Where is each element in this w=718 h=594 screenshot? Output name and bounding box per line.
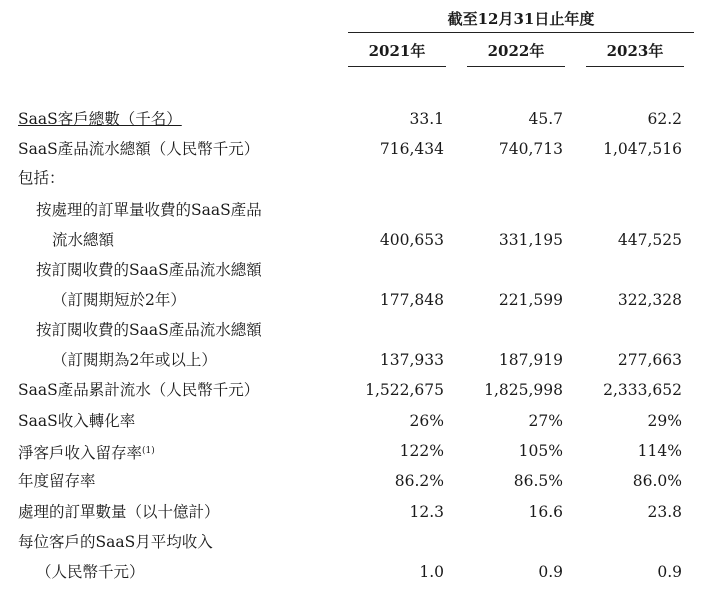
table-row [0,255,718,285]
cell-2021: 86.2% [394,472,444,490]
table-row [0,375,718,405]
cell-2022: 105% [518,442,563,460]
cell-2023: 62.2 [647,110,682,128]
row-label: 按訂閱收費的SaaS產品流水總額 [36,261,262,279]
year-header-2022: 2022年 [487,42,545,60]
row-label: 按處理的訂單量收費的SaaS產品 [36,201,262,219]
table-row [0,225,718,255]
table-row [0,104,718,134]
row-label: 處理的訂單數量（以十億計） [18,503,220,521]
cell-2021: 1,522,675 [365,381,444,399]
table-row [0,315,718,345]
row-label: 按訂閱收費的SaaS產品流水總額 [36,321,262,339]
cell-2021: 177,848 [379,291,444,309]
cell-2023: 2,333,652 [603,381,682,399]
cell-2022: 740,713 [498,140,563,158]
period-header: 截至12月31日止年度 [447,10,595,28]
cell-2023: 277,663 [617,351,682,369]
row-label: SaaS收入轉化率 [18,412,136,430]
row-label: SaaS產品累計流水（人民幣千元） [18,381,260,399]
cell-2023: 114% [637,442,682,460]
cell-2021: 137,933 [379,351,444,369]
cell-2023: 0.9 [657,563,682,581]
table-row [0,406,718,436]
cell-2022: 16.6 [528,503,563,521]
cell-2021: 122% [399,442,444,460]
cell-2023: 23.8 [647,503,682,521]
cell-2022: 0.9 [538,563,563,581]
cell-2023: 29% [647,412,682,430]
cell-2023: 1,047,516 [603,140,682,158]
cell-2023: 86.0% [632,472,682,490]
row-label: 每位客戶的SaaS月平均收入 [18,533,213,551]
cell-2021: 400,653 [379,231,444,249]
table-row [0,163,718,193]
row-label: SaaS產品流水總額（人民幣千元） [18,140,260,158]
row-label: 年度留存率 [18,472,96,490]
cell-2021: 26% [409,412,444,430]
row-label: 淨客戶收入留存率 [18,444,143,462]
row-label: 包括： [18,169,65,187]
table-row [0,527,718,557]
table-row [0,195,718,225]
cell-2022: 27% [528,412,563,430]
row-label: 流水總額 [52,231,115,249]
cell-2022: 331,195 [498,231,563,249]
cell-2021: 1.0 [419,563,444,581]
year-rule-2023 [586,66,684,67]
table-row [0,285,718,315]
table-row [0,466,718,496]
table-row [0,557,718,587]
cell-2022: 86.5% [513,472,563,490]
cell-2021: 33.1 [409,110,444,128]
table-row [0,436,718,466]
cell-2022: 221,599 [498,291,563,309]
cell-2022: 187,919 [498,351,563,369]
cell-2021: 716,434 [379,140,444,158]
row-label: （訂閱期短於2年） [52,291,186,309]
footnote-marker: (1) [142,446,155,456]
row-label: （訂閱期為2年或以上） [52,351,217,369]
row-label: （人民幣千元） [36,563,145,581]
cell-2021: 12.3 [409,503,444,521]
year-rule-2022 [467,66,565,67]
year-header-2021: 2021年 [368,42,426,60]
cell-2023: 322,328 [617,291,682,309]
cell-2022: 45.7 [528,110,563,128]
table-row [0,134,718,164]
cell-2022: 1,825,998 [484,381,563,399]
table-row [0,345,718,375]
row-label: SaaS客戶總數（千名） [18,110,182,128]
row-label-wrap [18,436,155,468]
cell-2023: 447,525 [617,231,682,249]
period-rule [348,32,694,33]
table-row [0,497,718,527]
year-rule-2021 [348,66,446,67]
year-header-2023: 2023年 [606,42,664,60]
